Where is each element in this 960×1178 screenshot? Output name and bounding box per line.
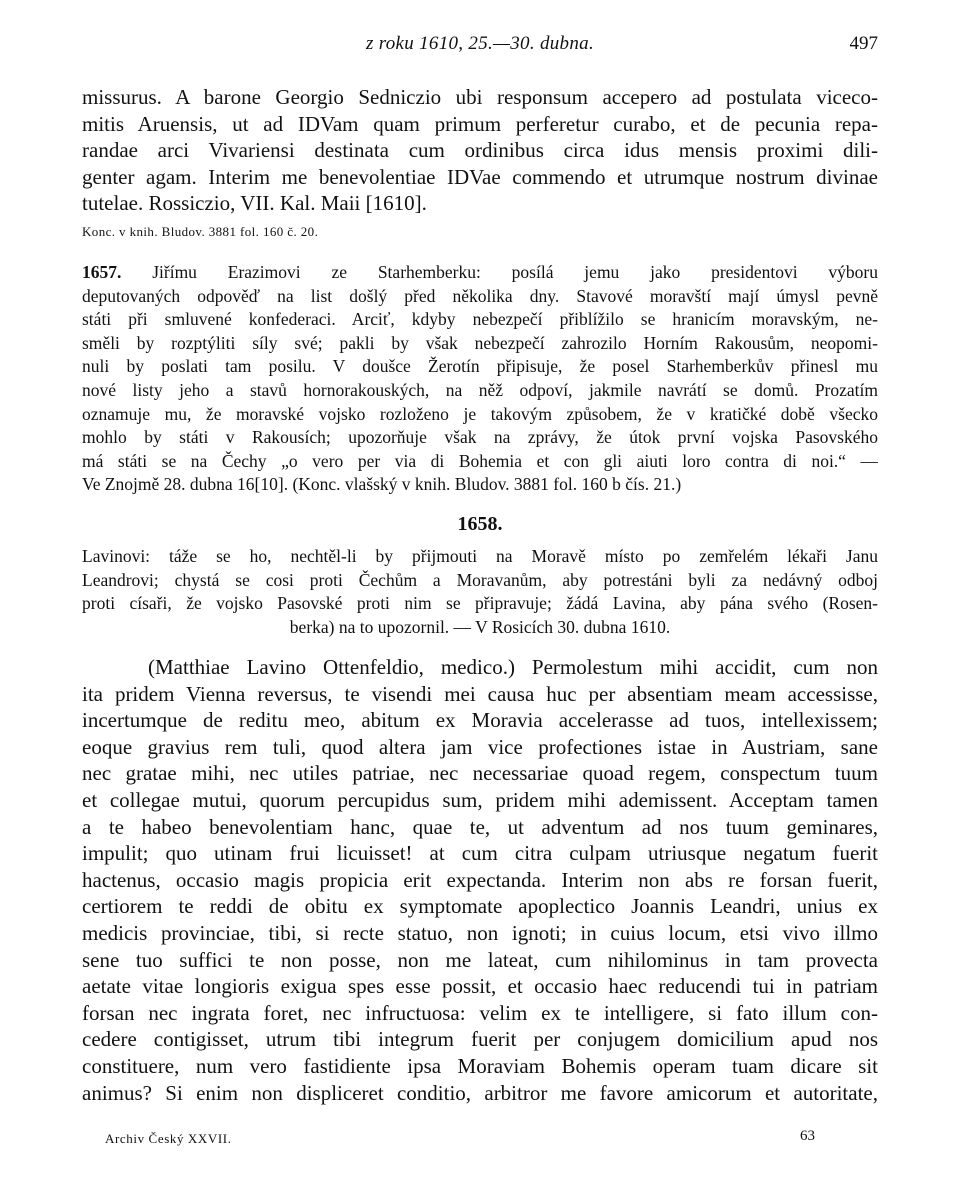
text-line: tutelae. Rossiczio, VII. Kal. Maii [1610]. bbox=[82, 191, 427, 216]
text-line: proti císaři, že vojsko Pasovské proti nim se připravuje; žádá Lavina, aby pána svého (Rosen- bbox=[82, 593, 878, 614]
text-line: (Matthiae Lavino Ottenfeldio, medico.) Permolestum mihi accidit, cum non bbox=[148, 655, 878, 679]
text-line: má státi se na Čechy „o vero per via di Bohemia et con gli aiuti loro contra di noi.“ — bbox=[82, 450, 878, 471]
text-line: směli by rozptýliti síly své; pakli by však nebezpečí zahrozilo Horním Rakousům, neopomi- bbox=[82, 332, 878, 353]
text-line: forsan nec ingrata foret, nec infructuosa: velim ex te intelligere, si fato illum con- bbox=[82, 1000, 878, 1025]
previous-letter-source: Konc. v knih. Bludov. 3881 fol. 160 č. 20. bbox=[82, 224, 319, 239]
document-1657 bbox=[82, 261, 878, 497]
text-line: a te habeo benevolentiam hanc, quae te, ut adventum ad nos tuum geminares, bbox=[82, 814, 878, 839]
text-line: deputovaných odpověď na list došlý před několika dny. Stavové moravští mají úmysl pevně bbox=[82, 285, 878, 306]
document-1658-text bbox=[82, 654, 878, 1106]
sheet-number: 63 bbox=[800, 1128, 815, 1144]
running-title: z roku 1610, 25.—30. dubna. bbox=[365, 33, 594, 54]
text-line: Ve Znojmě 28. dubna 16[10]. (Konc. vlašský v knih. Bludov. 3881 fol. 160 b čís. 21.) bbox=[82, 474, 682, 495]
previous-letter-text bbox=[82, 84, 878, 217]
text-line: Leandrovi; chystá se cosi proti Čechům a Moravanům, aby potrestáni byli za nedávný odboj bbox=[82, 569, 878, 590]
text-line: hactenus, occasio magis propicia erit expectanda. Interim non abs re forsan fuerit, bbox=[82, 867, 878, 892]
document-number-1658: 1658. bbox=[457, 513, 503, 535]
text-line: nec gratae mihi, nec utiles patriae, nec necessariae quoad regem, conspectum tuum bbox=[82, 761, 878, 786]
text-line: mitis Aruensis, ut ad IDVam quam primum perferetur curabo, et de pecunia repa- bbox=[82, 111, 878, 136]
page-number: 497 bbox=[849, 33, 878, 54]
text-line: animus? Si enim non displiceret conditio, arbitror me favore amicorum et autoritate, bbox=[82, 1080, 878, 1105]
document-1658-regest bbox=[82, 545, 878, 639]
text-line: nuli by poslati tam posilu. V doušce Žerotín připisuje, že posel Starhemberkův přinesl mu bbox=[82, 356, 878, 377]
text-line: medicis provinciae, tibi, si recte statuo, non ignoti; in cuius locum, etsi vivo illmo bbox=[82, 920, 878, 945]
signature-mark: Archiv Český XXVII. bbox=[105, 1131, 232, 1146]
text-line: missurus. A barone Georgio Sedniczio ubi responsum accepero ad postulata viceco- bbox=[82, 85, 878, 109]
text-line: et collegae mutui, quorum percupidus sum, pridem mihi ademissent. Acceptam tamen bbox=[82, 787, 878, 812]
text-line: Lavinovi: táže se ho, nechtěl-li by přijmouti na Moravě místo po zemřelém lékaři Janu bbox=[82, 546, 878, 566]
text-line: nové listy jeho a stavů hornorakouských, na něž odpoví, jakmile navrátí se domů. Prozatím bbox=[82, 379, 878, 400]
text-line: certiorem te reddi de obitu ex symptomate apoplectico Joannis Leandri, unius ex bbox=[82, 894, 878, 919]
text-line: randae arci Vivariensi destinata cum ordinibus circa idus mensis proximi dili- bbox=[82, 138, 878, 163]
text-line: státi při smluvené konfederaci. Arciť, kdyby nebezpečí přiblížilo se hranicím moravským, ne- bbox=[82, 309, 878, 330]
text-line: incertumque de reditu meo, abitum ex Moravia accelerasse ad tuos, intellexissem; bbox=[82, 708, 878, 733]
text-line: eoque gravius rem tuli, quod altera jam vice profectiones istae in Austriam, sane bbox=[82, 734, 878, 759]
text-line: impulit; quo utinam frui licuisset! at cum citra culpam utriusque negatum fuerit bbox=[82, 841, 878, 866]
text-line: berka) na to upozornil. — V Rosicích 30. dubna 1610. bbox=[289, 616, 671, 637]
text-line: 1657. Jiřímu Erazimovi ze Starhemberku: posílá jemu jako presidentovi výboru bbox=[82, 262, 878, 282]
text-line: ita pridem Vienna reversus, te visendi mei causa huc per absentiam meam accessisse, bbox=[82, 681, 878, 706]
text-line: constituere, num vero fastidiente ipsa Moraviam Bohemis operam tuam dicare sit bbox=[82, 1053, 878, 1078]
text-line: oznamuje mu, že moravské vojsko rozloženo je takovým způsobem, že v kratičké době všecko bbox=[82, 403, 878, 424]
text-line: aetate vitae longioris exigua spes esse possit, et occasio haec reducendi tui in patriam bbox=[82, 974, 878, 999]
text-line: sene tuo suffici te non posse, non me lateat, cum nihilominus in tam provecta bbox=[82, 947, 878, 972]
text-line: mohlo by státi v Rakousích; upozorňuje však na zprávy, že útok první vojska Pasovského bbox=[82, 427, 878, 448]
text-line: genter agam. Interim me benevolentiae IDVae commendo et utrumque nostrum divinae bbox=[82, 164, 878, 189]
text-line: cedere contigisset, utrum tibi integrum fuerit per conjugem domicilium apud nos bbox=[82, 1027, 878, 1052]
running-header bbox=[82, 30, 878, 58]
document-number: 1657. bbox=[82, 262, 122, 282]
